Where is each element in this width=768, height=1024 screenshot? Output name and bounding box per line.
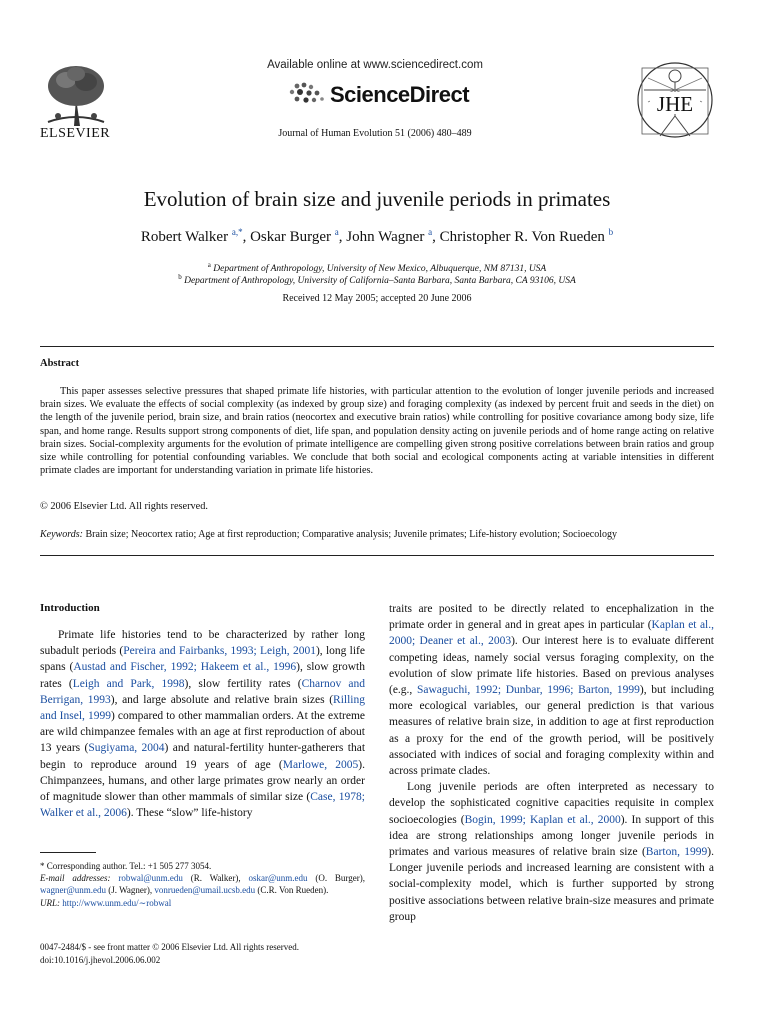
sciencedirect-wordmark: ScienceDirect bbox=[330, 82, 470, 107]
email-link[interactable]: vonrueden@umail.ucsb.edu bbox=[154, 885, 256, 896]
citation-link[interactable]: Bogin, 1999; Kaplan et al., 2000 bbox=[464, 813, 621, 826]
email-link[interactable]: wagner@unm.edu bbox=[40, 885, 107, 896]
author-name: John Wagner bbox=[346, 229, 425, 245]
url-link[interactable]: http://www.unm.edu/∼robwal bbox=[62, 897, 172, 908]
citation-link[interactable]: Marlowe, 2005 bbox=[282, 758, 359, 771]
author-affiliation-link[interactable]: a,* bbox=[231, 227, 243, 237]
citation-link[interactable]: Austad and Fischer, 1992; Hakeem et al., 1996 bbox=[73, 661, 297, 674]
body-text: ), slow fertility rates ( bbox=[184, 677, 302, 690]
body-text: (O. Burger), bbox=[307, 873, 365, 884]
abstract-heading: Abstract bbox=[40, 358, 80, 369]
body-text: ). Chimpanzees, humans, and other large primates grow nearly an order of magnitude slower than other mammals of similar size ( bbox=[40, 758, 366, 804]
received-dates: Received 12 May 2005; accepted 20 June 2006 bbox=[282, 293, 472, 304]
publisher-name: ELSEVIER bbox=[40, 126, 111, 141]
author-footnote bbox=[40, 860, 365, 909]
author-affiliation-link[interactable]: b bbox=[608, 227, 614, 237]
page-footer bbox=[40, 941, 370, 966]
author-affiliation-link[interactable]: a bbox=[428, 227, 433, 237]
body-text: ) and natural-fertility hunter-gatherers that begin to reproduce around 19 years of age ( bbox=[40, 742, 366, 771]
body-text: ). These “slow” life-history bbox=[126, 807, 253, 820]
issn-line: 0047-2484/$ - see front matter © 2006 Elsevier Ltd. All rights reserved. bbox=[40, 942, 300, 952]
author-name: Robert Walker bbox=[140, 229, 229, 245]
body-text: ). Our interest here is to evaluate different competing ideas, namely social versus foraging complexity, on the evolution of slow primate life histories. Based on previous analyses (e.g., bbox=[389, 635, 714, 697]
keywords bbox=[40, 529, 714, 540]
body-text: (C.R. Von Rueden). bbox=[255, 885, 329, 896]
divider bbox=[40, 346, 714, 347]
keywords-label: Keywords: bbox=[40, 529, 83, 540]
body-text: E-mail addresses: bbox=[40, 873, 119, 884]
affiliation-b: $^b$ Department of Anthropology, University of California–Santa Barbara, Santa Barbara, CA 93106, USA bbox=[178, 273, 576, 287]
body-text: ), slow growth rates ( bbox=[40, 661, 366, 690]
divider bbox=[40, 555, 714, 556]
abstract-copyright: © 2006 Elsevier Ltd. All rights reserved. bbox=[40, 501, 208, 512]
sciencedirect-dots-icon bbox=[287, 80, 327, 106]
author-name: Christopher R. Von Rueden bbox=[439, 229, 605, 245]
citation-link[interactable]: Leigh and Park, 1998 bbox=[72, 677, 185, 690]
keywords-list: Brain size; Neocortex ratio; Age at first reproduction; Comparative analysis; Juvenile primates; Life-history evolution; Socioecology bbox=[85, 529, 617, 540]
citation-link[interactable]: Kaplan et al., 2000; Deaner et al., 2003 bbox=[389, 619, 714, 648]
author-name: Oskar Burger bbox=[250, 229, 332, 245]
author-affiliation-link[interactable]: a bbox=[334, 227, 339, 237]
affiliation-a: $^a$ Department of Anthropology, University of New Mexico, Albuquerque, NM 87131, USA bbox=[207, 261, 547, 275]
intro-paragraph-left bbox=[40, 627, 365, 821]
body-text: (R. Walker), bbox=[182, 873, 249, 884]
footnote-divider bbox=[40, 852, 96, 853]
body-text: ), and large absolute and relative brain sizes ( bbox=[110, 693, 334, 706]
citation-link[interactable]: Case, 1978; Walker et al., 2006 bbox=[40, 791, 365, 820]
jhe-logo-text: JHE bbox=[656, 92, 694, 116]
body-text: ). In support of this idea are strong relationships among longer juvenile periods in primates and various measures of relative brain size ( bbox=[389, 813, 714, 859]
jhe-journal-logo bbox=[636, 60, 714, 140]
elsevier-tree-logo bbox=[40, 62, 112, 128]
journal-reference: Journal of Human Evolution 51 (2006) 480–489 bbox=[278, 128, 472, 139]
email-link[interactable]: robwal@unm.edu bbox=[118, 873, 183, 884]
email-link[interactable]: oskar@unm.edu bbox=[248, 873, 308, 884]
body-text: URL: bbox=[40, 897, 63, 908]
citation-link[interactable]: Sugiyama, 2004 bbox=[88, 742, 165, 755]
abstract-body: This paper assesses selective pressures that shaped primate life histories, with particular attention to the evolution of longer juvenile periods and increased brain sizes. We evaluate the effects of social complexity (as indexed by group size) and foraging complexity (as indexed by percent fruit and seeds in the diet) on the length of the juvenile period, brain size, and brain ratios (neocortex and executive brain ratios) while controlling for positive covariance among body size, life span, and home range. Results support strong components of diet, life span, and population density acting on juvenile periods and of home range acting on relative brain sizes. Social-complexity arguments for the evolution of primate intelligence are compelling given strong positive correlations between brain ratios and group size while controlling for potential confounding variables. We conclude that both social and ecological components acting at variable intensities in different primate clades are important for understanding variation in primate life histories. bbox=[40, 386, 714, 477]
citation-link[interactable]: Sawaguchi, 1992; Dunbar, 1996; Barton, 1999 bbox=[416, 684, 640, 697]
citation-link[interactable]: Charnov and Berrigan, 1993 bbox=[40, 677, 365, 706]
citation-link[interactable]: Rilling and Insel, 1999 bbox=[40, 693, 365, 723]
body-text: ), but including more ecological variables, our general prediction is that various measures of relative brain size, in addition to age at first reproduction as a proxy for the end of the growth period, will be positively associated with indices of social and foraging complexity within and across primate clades. bbox=[389, 684, 715, 778]
section-heading-introduction: Introduction bbox=[40, 602, 100, 614]
intro-paragraph-right-1 bbox=[389, 601, 714, 779]
body-text: * Corresponding author. Tel.: +1 505 277 3054. bbox=[40, 861, 212, 871]
citation-link[interactable]: Pereira and Fairbanks, 1993; Leigh, 2001 bbox=[123, 645, 316, 658]
citation-link[interactable]: Barton, 1999 bbox=[645, 846, 708, 859]
intro-paragraph-right-2 bbox=[389, 779, 714, 925]
body-text: ), long life spans ( bbox=[40, 645, 365, 674]
doi-line: doi:10.1016/j.jhevol.2006.06.002 bbox=[40, 954, 161, 965]
body-text: ) compared to other mammalian orders. At the extreme are wild chimpanzee females with an age at first reproduction of about 13 years ( bbox=[40, 710, 365, 755]
body-text: (J. Wagner), bbox=[106, 885, 155, 896]
author-list: Robert Walker $^{a,*}$, Oskar Burger $^a$, John Wagner $^a$, Christopher R. Von Rueden $^b$ bbox=[140, 227, 614, 245]
body-text: Long juvenile periods are often interpreted as necessary to develop the sophisticated cognitive capacities requisite in complex socioecologies ( bbox=[389, 781, 714, 826]
body-text: ). Longer juvenile periods and increased learning are consistent with a social-complexity model, which is further supported by strong positive associations between relative brain-size measures and primate group bbox=[389, 846, 714, 923]
body-text: Primate life histories tend to be characterized by rather long subadult periods ( bbox=[40, 629, 365, 658]
available-online-text: Available online at www.sciencedirect.com bbox=[267, 59, 483, 71]
article-title: Evolution of brain size and juvenile periods in primates bbox=[143, 187, 611, 211]
intro-column-right bbox=[389, 601, 714, 925]
body-text: traits are posited to be directly related to encephalization in the primate order in general and in great apes in particular ( bbox=[389, 603, 714, 632]
